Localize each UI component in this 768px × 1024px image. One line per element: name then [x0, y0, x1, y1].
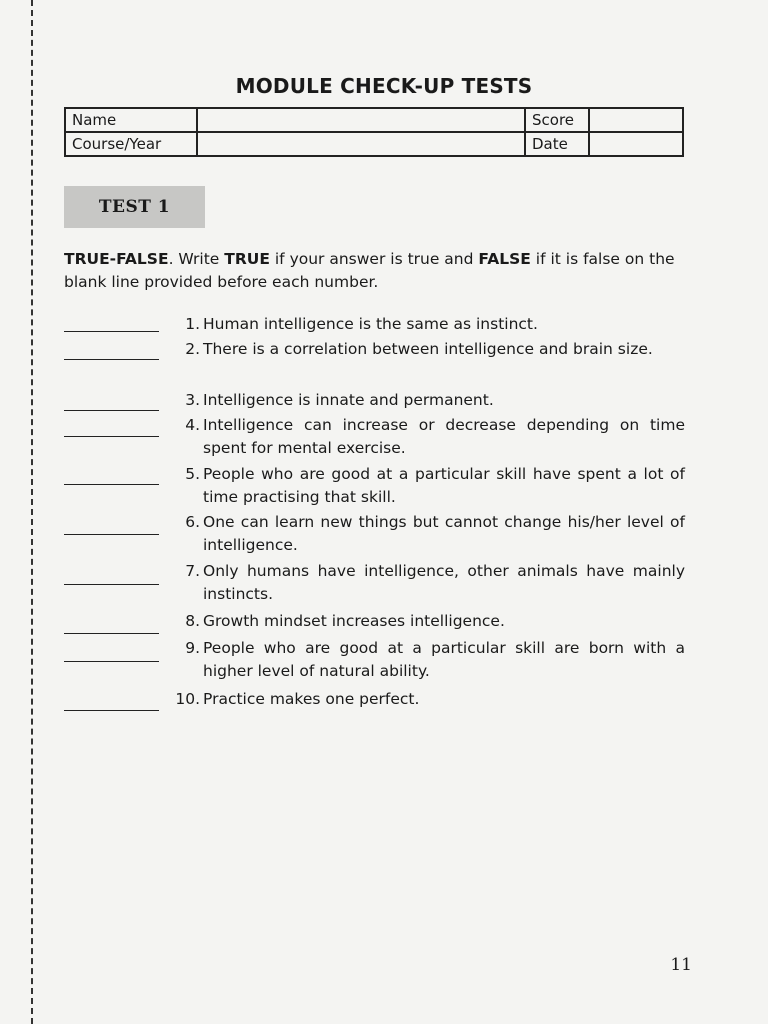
student-info-table: [64, 107, 684, 157]
instructions-part1: . Write: [168, 250, 225, 268]
instructions-false-word: FALSE: [478, 250, 531, 268]
test-heading: TEST 1: [64, 186, 205, 228]
name-field[interactable]: [197, 108, 525, 132]
question-number: 4.: [185, 416, 200, 434]
question-text: Practice makes one perfect.: [203, 690, 420, 708]
question-text: People who are good at a particular skill have spent a lot of time practising that skill.: [203, 465, 685, 506]
answer-blank[interactable]: [64, 359, 159, 360]
date-label: Date: [525, 132, 589, 156]
answer-blank[interactable]: [64, 710, 159, 711]
question-number: 3.: [185, 391, 200, 409]
question-text: Intelligence is innate and permanent.: [203, 391, 494, 409]
question-text: Human intelligence is the same as instinct.: [203, 315, 538, 333]
question-text: People who are good at a particular skill are born with a higher level of natural ability.: [203, 639, 685, 680]
question-number: 9.: [185, 639, 200, 657]
question-text: Growth mindset increases intelligence.: [203, 612, 505, 630]
answer-blank[interactable]: [64, 633, 159, 634]
instructions-type: TRUE-FALSE: [64, 250, 169, 268]
page-number: 11: [670, 955, 692, 975]
question-text: Intelligence can increase or decrease depending on time spent for mental exercise.: [203, 416, 685, 457]
question-text: One can learn new things but cannot change his/her level of intelligence.: [203, 513, 685, 554]
question-number: 6.: [185, 513, 200, 531]
instructions-true-word: TRUE: [224, 250, 270, 268]
question-text: There is a correlation between intelligence and brain size.: [203, 340, 653, 358]
answer-blank[interactable]: [64, 410, 159, 411]
answer-blank[interactable]: [64, 534, 159, 535]
question-number: 5.: [185, 465, 200, 483]
question-number: 2.: [185, 340, 200, 358]
question-text: Only humans have intelligence, other animals have mainly instincts.: [203, 562, 685, 603]
question-number: 7.: [185, 562, 200, 580]
course-year-label: Course/Year: [65, 132, 197, 156]
date-field[interactable]: [589, 132, 683, 156]
question-number: 1.: [185, 315, 200, 333]
instructions-part2: if your answer is true and: [269, 250, 479, 268]
instructions-part3: if it is false on the blank line provided before each number.: [64, 250, 675, 291]
score-field[interactable]: [589, 108, 683, 132]
course-year-field[interactable]: [197, 132, 525, 156]
dashed-cut-line: [31, 0, 33, 1024]
answer-blank[interactable]: [64, 661, 159, 662]
info-row-course: [65, 132, 683, 156]
answer-blank[interactable]: [64, 436, 159, 437]
answer-blank[interactable]: [64, 331, 159, 332]
score-label: Score: [525, 108, 589, 132]
name-label: Name: [65, 108, 197, 132]
info-row-name: [65, 108, 683, 132]
page-title: MODULE CHECK-UP TESTS: [235, 74, 533, 98]
answer-blank[interactable]: [64, 584, 159, 585]
question-number: 8.: [185, 612, 200, 630]
question-number: 10.: [175, 690, 200, 708]
instructions: [64, 248, 688, 294]
answer-blank[interactable]: [64, 484, 159, 485]
